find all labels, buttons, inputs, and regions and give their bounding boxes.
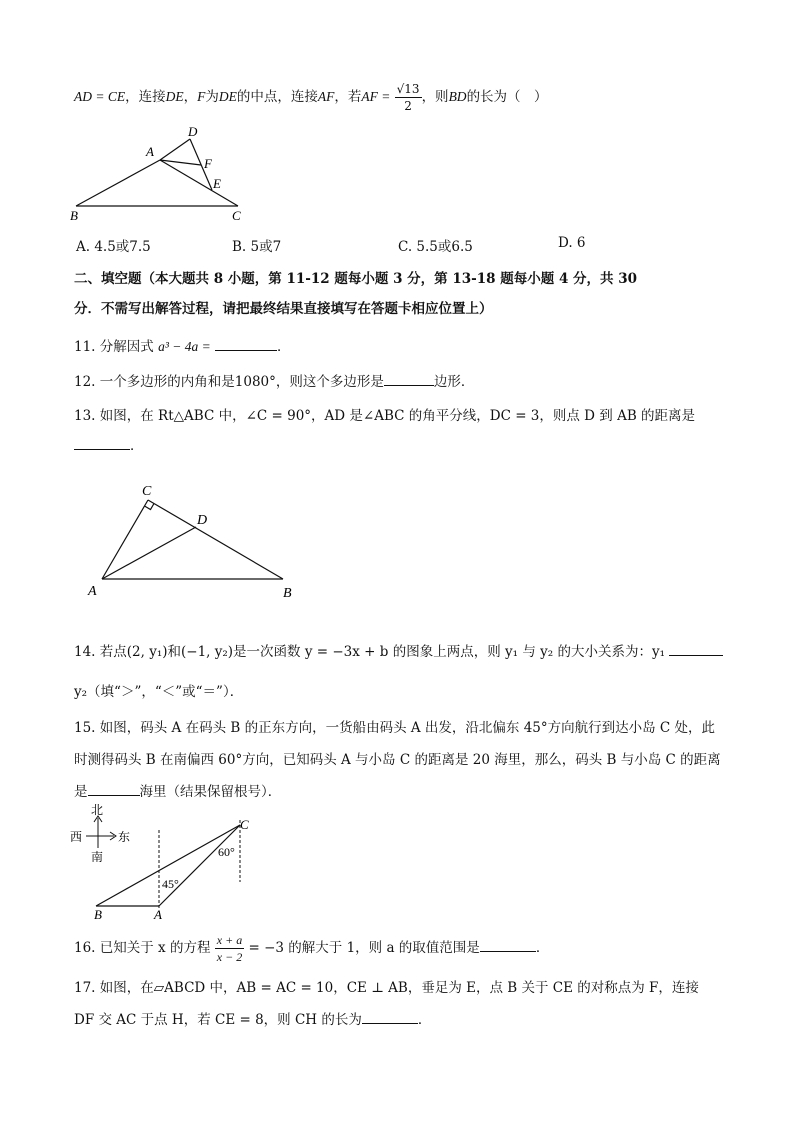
q10-label-e: E <box>213 176 221 191</box>
q13-answer-blank[interactable] <box>74 437 130 450</box>
compass-west: 西 <box>70 830 83 844</box>
q16-frac-den: x − 2 <box>216 950 243 964</box>
q10-frac-num: √13 <box>396 82 420 96</box>
section2-line1: 二、填空题（本大题共 8 小题，第 11-12 题每小题 3 分，第 13-18 题每小题 4 分，共 30 <box>74 271 638 287</box>
q16-fraction <box>215 934 244 963</box>
q14-line2: y₂（填“＞”，“＜”或“＝”）． <box>74 684 244 700</box>
q15-label-a: A <box>154 907 162 922</box>
q10-stem-h: 的中点，连接 <box>236 89 318 105</box>
seg-ad <box>102 527 196 579</box>
section2-line2: 分．不需写出解答过程，请把最终结果直接填写在答题卡相应位置上） <box>74 301 493 317</box>
q15-label-b: B <box>94 907 102 922</box>
q10-stem-i: AF <box>317 89 335 104</box>
q13-label-d: D <box>197 513 208 528</box>
q14-line1 <box>74 640 723 660</box>
q17-text: DF 交 AC 于点 H，若 CE = 8，则 CH 的长为 <box>74 1012 362 1028</box>
q10-stem-d: ， <box>183 89 198 105</box>
q16-frac-num: x + a <box>216 933 243 947</box>
q10-label-a: A <box>146 144 154 159</box>
q13-label-a: A <box>88 584 97 599</box>
q16-text-a: 16. 已知关于 x 的方程 <box>74 940 211 956</box>
q13-figure <box>80 480 310 605</box>
q13-end: ． <box>130 438 144 454</box>
q10-label-c: C <box>232 208 241 223</box>
seg-ac <box>159 825 240 906</box>
q13-line2 <box>74 434 144 454</box>
q14-answer-blank[interactable] <box>669 643 723 656</box>
q12 <box>74 370 474 390</box>
q10-frac-den: 2 <box>404 99 412 113</box>
q10-figure <box>60 118 260 228</box>
seg-cb <box>148 500 283 579</box>
q10-stem-a: AD = CE <box>74 89 126 104</box>
compass-icon <box>86 816 116 848</box>
q15-label-c: C <box>240 817 249 832</box>
q11-text: 11. 分解因式 <box>74 339 154 355</box>
seg-ba <box>76 160 160 206</box>
q10-stem-m: BD <box>448 89 467 104</box>
q15-angle-45: 45° <box>162 877 179 891</box>
q11-expr: a³ − 4a = <box>158 339 211 354</box>
q10-fraction <box>395 83 422 112</box>
q10-choice-b: B. 5或7 <box>232 239 282 255</box>
q11-end: ． <box>277 339 291 355</box>
q10-label-f: F <box>204 156 212 171</box>
q15-angle-60: 60° <box>218 845 235 859</box>
compass-south: 南 <box>91 850 104 864</box>
q15-text-a: 是 <box>74 784 88 800</box>
q10-stem-c: DE <box>165 89 184 104</box>
compass-east: 东 <box>118 830 131 844</box>
compass-north: 北 <box>91 803 104 817</box>
q17-line1: 17. 如图，在▱ABCD 中，AB = AC = 10，CE ⊥ AB，垂足为 E，点 B 关于 CE 的对称点为 F，连接 <box>74 980 699 996</box>
q15-answer-blank[interactable] <box>88 783 140 796</box>
q10-stem-l: ，则 <box>421 89 449 105</box>
q10-label-d: D <box>188 124 198 139</box>
q10-stem <box>74 82 548 112</box>
q15-line2: 时测得码头 B 在南偏西 60°方向，已知码头 A 与小岛 C 的距离是 20 海里，那么，码头 B 与小岛 C 的距离 <box>74 752 721 768</box>
q13-line1: 13. 如图，在 Rt△ABC 中，∠C = 90°，AD 是∠ABC 的角平分线，DC = 3，则点 D 到 AB 的距离是 <box>74 408 696 424</box>
q10-stem-n: 的长为（ ） <box>466 89 548 105</box>
q17-line2 <box>74 1008 431 1028</box>
q12-text: 12. 一个多边形的内角和是1080°，则这个多边形是 <box>74 374 384 390</box>
q10-choice-a: A. 4.5或7.5 <box>76 239 151 255</box>
q10-choice-c: C. 5.5或6.5 <box>398 239 473 255</box>
q14-text: 14. 若点(2, y₁)和(−1, y₂)是一次函数 y = −3x + b 的图象上两点，则 y₁ 与 y₂ 的大小关系为：y₁ <box>74 644 665 660</box>
q10-stem-f: 为 <box>205 89 219 105</box>
q13-label-c: C <box>142 484 152 499</box>
seg-ca <box>102 500 148 579</box>
q12-answer-blank[interactable] <box>384 373 434 386</box>
q16-text-b: = −3 的解大于 1，则 a 的取值范围是 <box>248 940 480 956</box>
q15-line1: 15. 如图，码头 A 在码头 B 的正东方向，一货船由码头 A 出发，沿北偏东 45°方向航行到达小岛 C 处，此 <box>74 720 716 736</box>
q11 <box>74 335 291 355</box>
q10-stem-e: F <box>197 89 206 104</box>
q10-stem-b: ，连接 <box>125 89 166 105</box>
q10-label-b: B <box>70 208 78 223</box>
q17-answer-blank[interactable] <box>362 1011 418 1024</box>
q15-figure <box>66 800 266 925</box>
q15-text-b: 海里（结果保留根号）． <box>139 784 282 800</box>
q10-choice-d: D. 6 <box>558 235 586 251</box>
q13-label-b: B <box>283 586 292 601</box>
q10-stem-g: DE <box>218 89 237 104</box>
q11-answer-blank[interactable] <box>215 338 277 351</box>
q10-stem-k: AF = <box>361 89 391 104</box>
q15-line3 <box>74 780 281 800</box>
q17-end: ． <box>417 1012 432 1028</box>
q12-end: 边形． <box>433 374 475 390</box>
seg-ad <box>160 139 190 160</box>
q16 <box>74 930 549 966</box>
q16-answer-blank[interactable] <box>480 939 536 952</box>
q16-end: ． <box>535 940 550 956</box>
q10-stem-j: ，若 <box>334 89 362 105</box>
seg-ac <box>160 160 238 206</box>
